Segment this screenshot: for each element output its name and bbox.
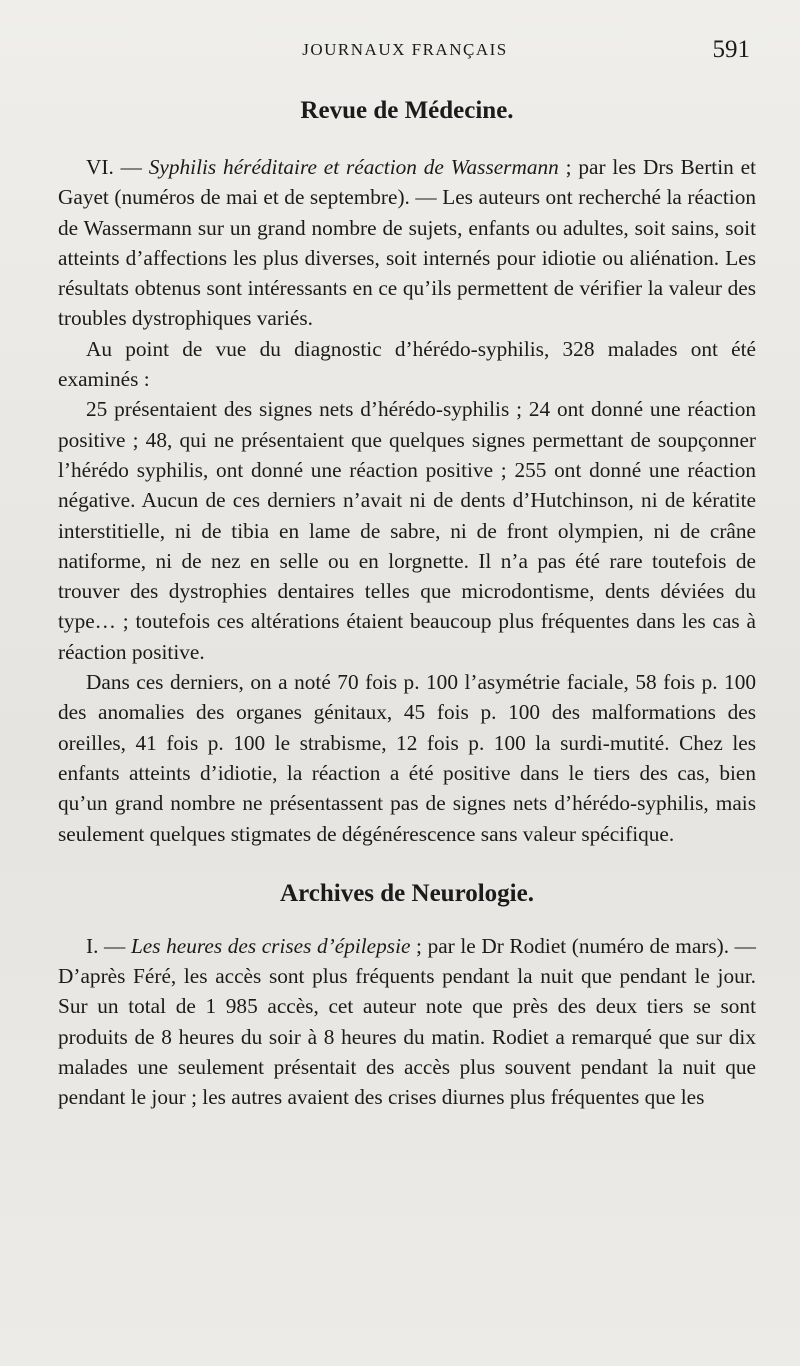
item-number: VI. xyxy=(86,155,114,179)
running-head: JOURNAUX FRANÇAIS xyxy=(302,40,508,59)
article-text: ; par les Drs Bertin et Gayet (numéros de mai et de septembre). — Les auteurs ont recherché la réaction de Wassermann sur un grand nombre de sujets, enfants ou adultes, soit sains, soit atteints d’affections les plus diverses, soit internés pour idiotie ou aliénation. Les résultats obtenus sont intéressants en ce qu’ils permettent de vérifier la valeur des troubles dystrophiques variés. xyxy=(58,155,756,331)
page-number: 591 xyxy=(712,36,750,63)
item-dash: — xyxy=(98,933,131,958)
article-title: Les heures des crises d’épilepsie xyxy=(130,933,411,958)
page-header xyxy=(60,36,750,66)
item-number: I. xyxy=(86,933,99,958)
section-title-archives-de-neurologie: Archives de Neurologie. xyxy=(280,879,534,907)
item-dash: — xyxy=(113,155,149,179)
article-paragraph: Dans ces derniers, on a noté 70 fois p. 100 l’asymétrie faciale, 58 fois p. 100 des anomalies des organes génitaux, 45 fois p. 100 des malformations des oreilles, 41 fois p. 100 le strabisme, 12 fois p. 100 la surdi-mutité. Chez les enfants atteints d’idiotie, la réaction a été positive dans le tiers des cas, bien qu’un grand nombre ne présentassent pas de signes nets d’hérédo-syphilis, mais seulement quelques stigmates de dégénérescence sans valeur spécifique. xyxy=(58,670,756,846)
article-text: ; par le Dr Rodiet (numéro de mars). — D’après Féré, les accès sont plus fréquents pendant la nuit que pendant le jour. Sur un total de 1 985 accès, cet auteur note que près des deux tiers se sont produits de 8 heures du soir à 8 heures du matin. Rodiet a remarqué que sur dix malades une seulement présentait des accès plus souvent pendant la nuit que pendant le jour ; les autres avaient des crises diurnes plus fréquentes que les xyxy=(58,933,756,1110)
article-paragraph xyxy=(58,931,756,1113)
article-paragraph: Au point de vue du diagnostic d’hérédo-syphilis, 328 malades ont été examinés : xyxy=(58,336,756,392)
article-paragraph xyxy=(58,152,756,334)
article-title: Syphilis héréditaire et réaction de Wassermann xyxy=(148,155,559,179)
page-body xyxy=(58,96,756,1113)
section-title-revue-de-medecine: Revue de Médecine. xyxy=(300,97,514,124)
article-paragraph: 25 présentaient des signes nets d’hérédo-syphilis ; 24 ont donné une réaction positive ; 48, qui ne présentaient que quelques signes permettant de soupçonner l’hérédo syphilis, ont donné une réaction positive ; 255 ont donné une réaction négative. Aucun de ces derniers n’avait ni de dents d’Hutchinson, ni de kératite interstitielle, ni de tibia en lame de sabre, ni de front olympien, ni de crâne natiforme, ni de nez en selle ou en lorgnette. Il n’a pas été rare toutefois de trouver des dystrophies dentaires telles que microdontisme, dents déviées du type… ; toutefois ces altérations étaient beaucoup plus fréquentes dans les cas à réaction positive. xyxy=(58,397,756,664)
